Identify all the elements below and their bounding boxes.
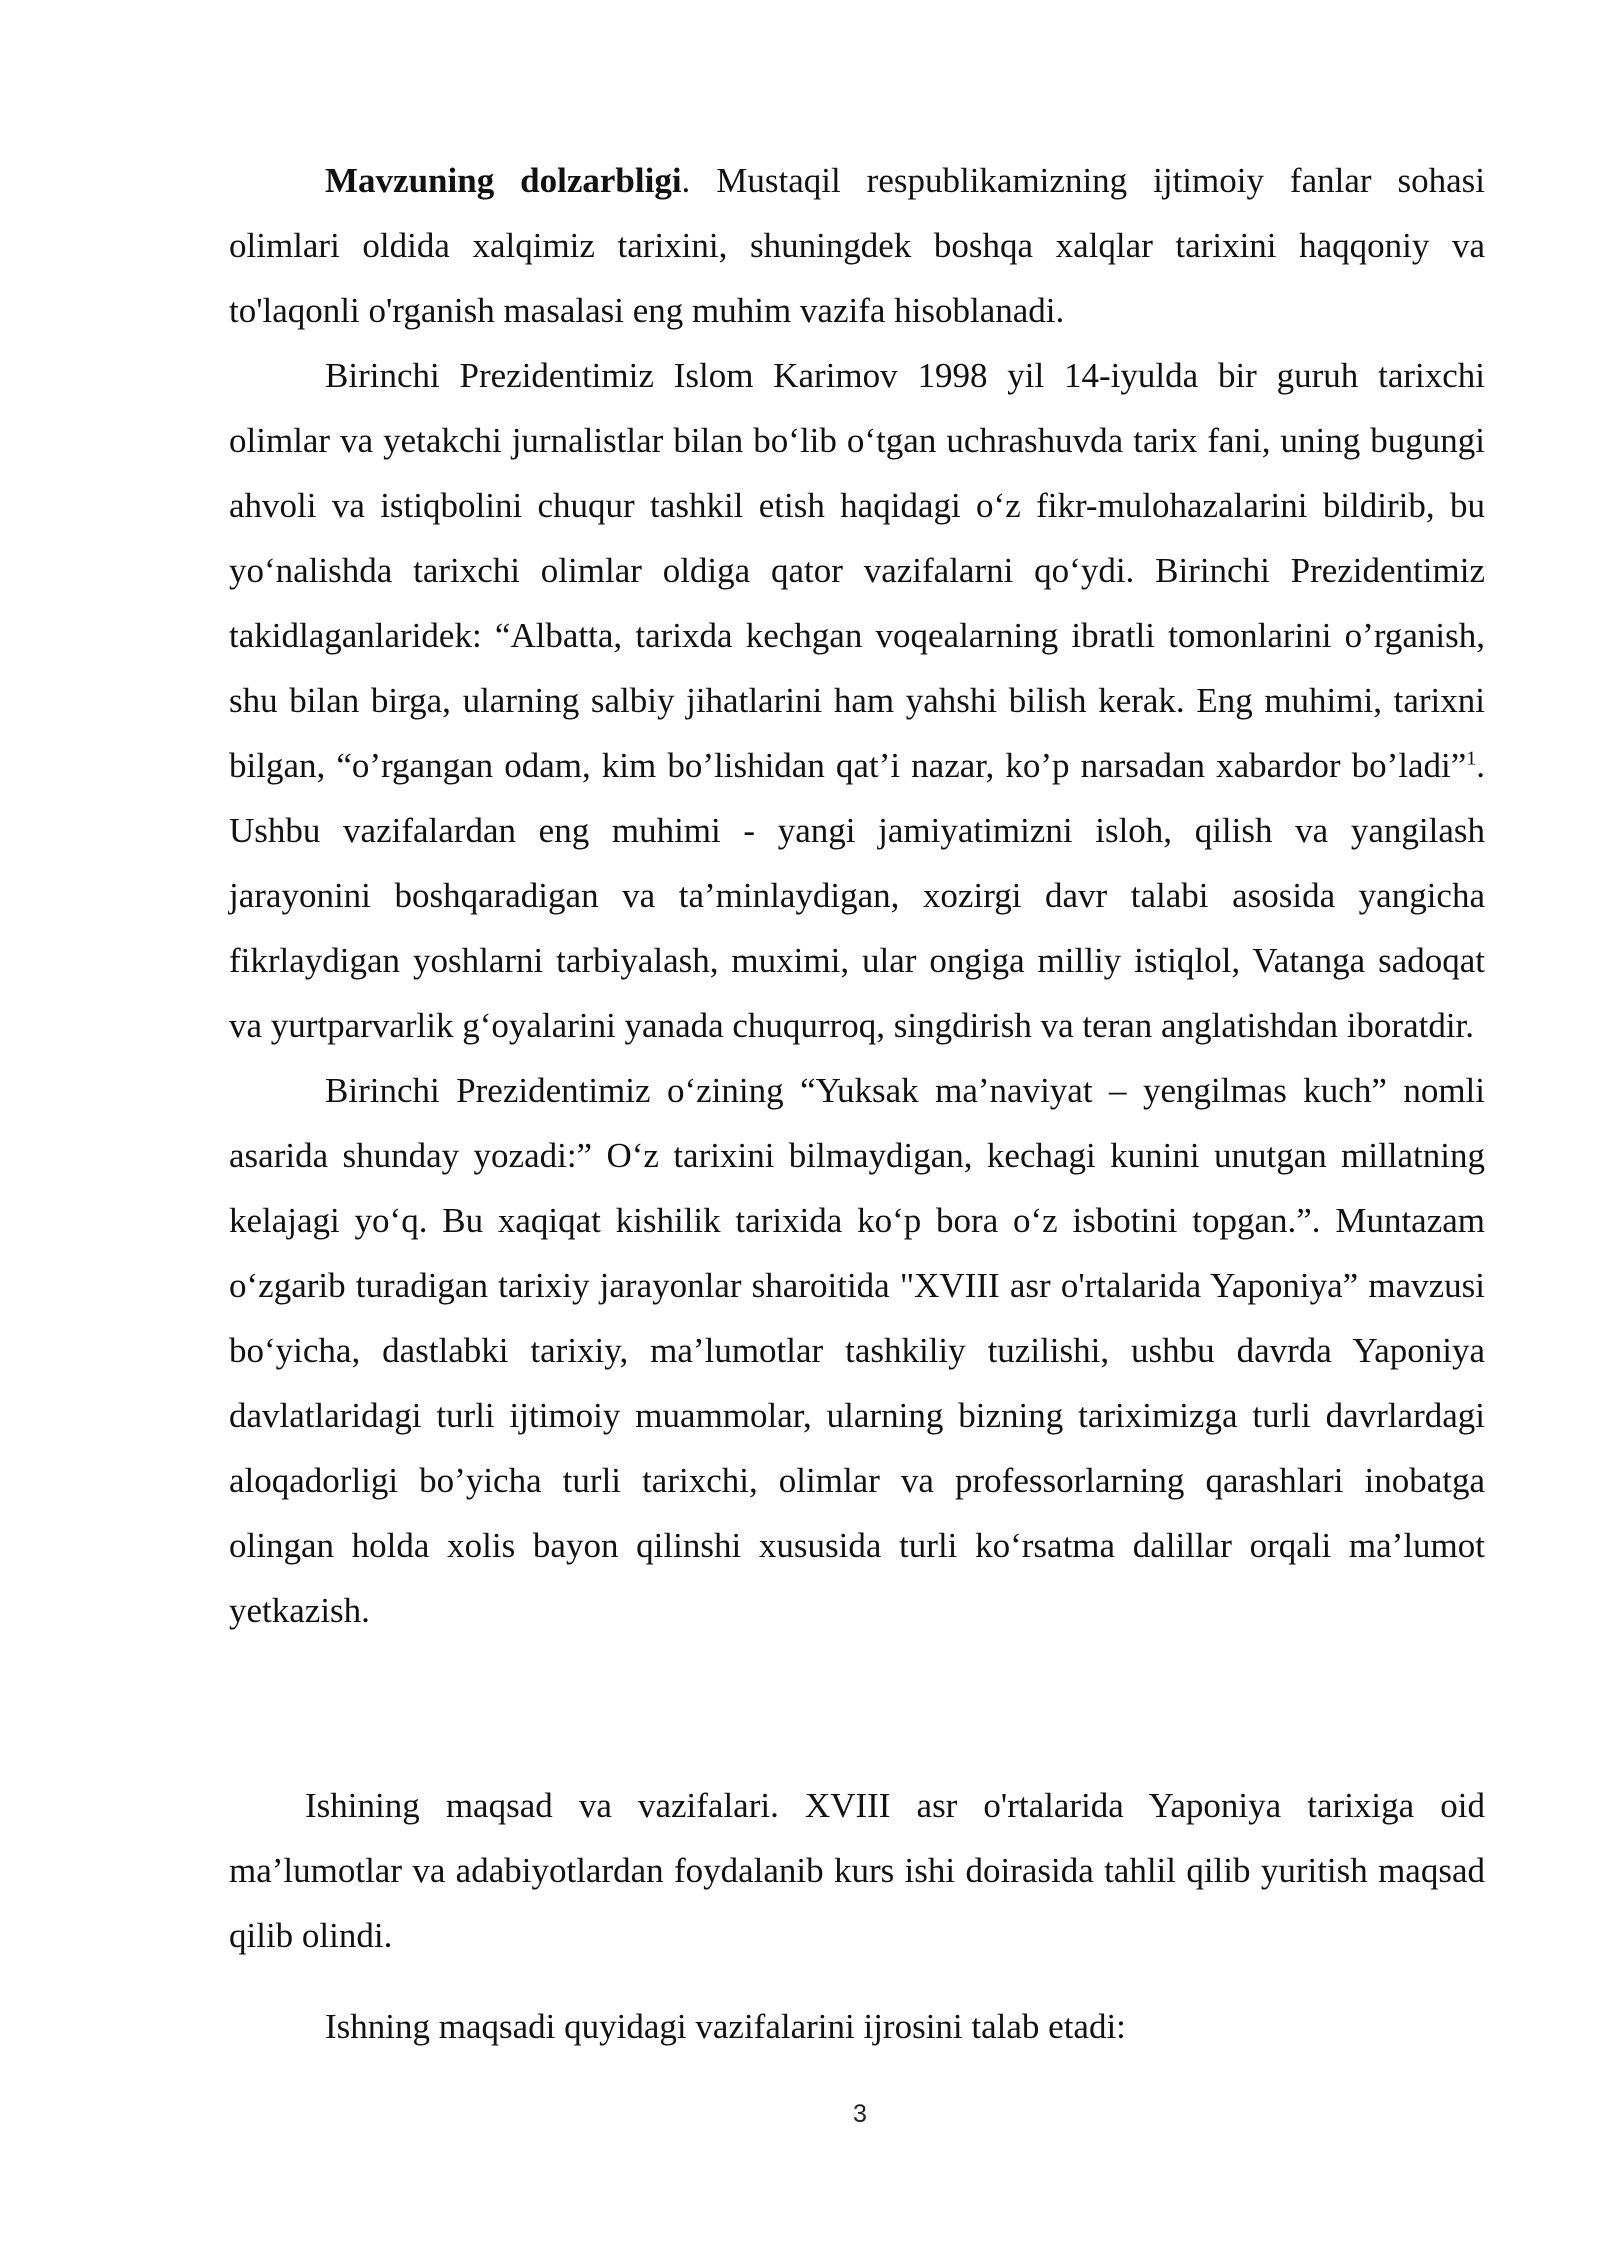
paragraph-president-meeting	[229, 343, 1485, 1058]
paragraph-president-meeting-text-b: . Ushbu vazifalardan eng muhimi - yangi jamiyatimizni isloh, qilish va yangilash jarayonini boshqaradigan va ta’minlaydigan, xozirgi davr talabi asosida yangicha fikrlaydigan yoshlarni tarbiyalash, muximi, ular ongiga milliy istiqlol, Vatanga sadoqat va yurtparvarlik g‘oyalarini yanada chuqurroq, singdirish va teran anglatishdan iboratdir.	[229, 746, 1485, 1045]
footnote-reference[interactable]: 1	[1466, 747, 1477, 770]
paragraph-relevance-text: . Mustaqil respublikamizning ijtimoiy fanlar sohasi olimlari oldida xalqimiz tarixini, shuningdek boshqa xalqlar tarixini haqqoniy va to'laqonli o'rganish masalasi eng muhim vazifa hisoblanadi.	[229, 161, 1485, 330]
paragraph-tasks-intro: Ishning maqsadi quyidagi vazifalarini ijrosini talab etadi:	[325, 2007, 1126, 2046]
paragraph-president-meeting-text-a: Birinchi Prezidentimiz Islom Karimov 1998 yil 14-iyulda bir guruh tarixchi olimlar va yetakchi jurnalistlar bilan bo‘lib o‘tgan uchrashuvda tarix fani, uning bugungi ahvoli va istiqbolini chuqur tashkil etish haqidagi o‘z fikr-mulohazalarini bildirib, bu yo‘nalishda tarixchi olimlar oldiga qator vazifalarni qo‘ydi. Birinchi Prezidentimiz takidlaganlaridek: “Albatta, tarixda kechgan voqealarning ibratli tomonlarini o’rganish, shu bilan birga, ularning salbiy jihatlarini ham yahshi bilish kerak. Eng muhimi, tarixni bilgan, “o’rgangan odam, kim bo’lishidan qat’i nazar, ko’p narsadan xabardor bo’ladi”	[229, 356, 1485, 785]
paragraph-yuksak-manaviyat: Birinchi Prezidentimiz o‘zining “Yuksak ma’naviyat – yengilmas kuch” nomli asarida shunday yozadi:” O‘z tarixini bilmaydigan, kechagi kunini unutgan millatning kelajagi yo‘q. Bu xaqiqat kishilik tarixida ko‘p bora o‘z isbotini topgan.”. Muntazam o‘zgarib turadigan tarixiy jarayonlar sharoitida "XVIII asr o'rtalarida Yaponiya” mavzusi bo‘yicha, dastlabki tarixiy, ma’lumotlar tashkiliy tuzilishi, ushbu davrda Yaponiya davlatlaridagi turli ijtimoiy muammolar, ularning bizning tariximizga turli davrlardagi aloqadorligi bo’yicha turli tarixchi, olimlar va professorlarning qarashlari inobatga olingan holda xolis bayon qilinshi xususida turli ko‘rsatma dalillar orqali ma’lumot yetkazish.	[229, 1071, 1485, 1630]
section-heading-relevance: Mavzuning dolzarbligi	[325, 161, 682, 200]
paragraph-relevance	[229, 148, 1485, 343]
document-body	[229, 148, 1485, 2059]
page-number: 3	[853, 2100, 867, 2128]
paragraph-goals-and-tasks: Ishining maqsad va vazifalari. XVIII asr o'rtalarida Yaponiya tarixiga oid ma’lumotlar va adabiyotlardan foydalanib kurs ishi doirasida tahlil qilib yuritish maqsad qilib olindi.	[229, 1786, 1485, 1955]
